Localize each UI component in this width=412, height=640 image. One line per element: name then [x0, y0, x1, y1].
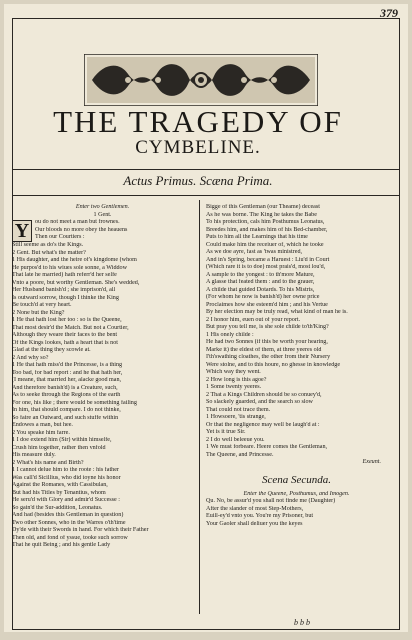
text-line: A childe that guided Dotards. To his Mistris, [206, 286, 315, 293]
text-line: 2 I honor him, euen out of your report. [206, 316, 301, 323]
text-line: That late he married) hath referr'd her selfe [12, 272, 117, 278]
text-line: Then old, and fond of yssue, tooke such sorrow [12, 534, 128, 541]
text-line: 1 He that hath lost her too : so is the Queene, [12, 317, 122, 323]
text-line: In him, that should compare. I do not thinke, [12, 407, 121, 413]
text-line: 2 How long is this agoe? [206, 376, 267, 383]
text-line: Marke it) the eldest of them, at three yeeres old [206, 346, 322, 353]
text-line: 1 His onely childe : [206, 331, 254, 338]
text-line: His measure duly. [12, 452, 56, 458]
text-line: Your Gaoler shall deliuer you the keyes [206, 520, 303, 527]
scene-two-text [206, 498, 387, 528]
text-line: After the slander of most Step-Mothers, [206, 505, 304, 512]
text-line: To his protection, cals him Posthumus Leonatus, [206, 219, 325, 225]
text-line: A glasse that feated them : and to the grauer, [206, 279, 315, 285]
text-line: He seru'd with Glory and admir'd Successe : [12, 497, 120, 503]
text-line: And had (besides this Gentleman in question) [12, 512, 124, 518]
text-line: (For whom he now is banish'd) her owne price [206, 294, 320, 300]
text-line: Our bloods no more obey the heauens [35, 226, 128, 233]
text-line: As he was borne. The King he takes the Babe [206, 211, 317, 218]
drop-cap-letter: Y [12, 220, 32, 242]
text-line: Endowes a man, but hee. [12, 422, 73, 428]
text-line: 2 What's his name and Birth? [12, 459, 84, 466]
text-line: Yet is it true Sir. [206, 429, 246, 435]
text-line: He purpos'd to his wiues sole sonne, a Widdow [12, 264, 127, 271]
divider-bottom [13, 195, 399, 196]
text-line: (I meane, that married her, alacke good man, [12, 377, 122, 383]
text-line: Of the Kings lookes, hath a heart that is not [12, 339, 118, 346]
act-heading: Actus Primus. Scæna Prima. [123, 173, 273, 188]
text-line: Be touch'd at very heart. [12, 302, 72, 308]
text-line: That most desir'd the Match. But not a Courtier, [12, 324, 129, 331]
text-line: Puts to him all the Learnings that his time [206, 234, 308, 240]
scene-two-stage-direction: Enter the Queene, Posthumus, and Imogen. [243, 490, 350, 497]
text-line: 2 And why so? [12, 354, 49, 361]
text-line: (Which rare it is to doe) most prais'd, most lou'd, [206, 264, 326, 270]
signature-mark: b b b [294, 618, 310, 627]
text-line: 1 He that hath miss'd the Princesse, is a thing [12, 362, 123, 368]
text-line: He had two Sonnes (if this be worth your hearing, [206, 339, 328, 345]
speaker-label: 1 Gent. [93, 211, 112, 218]
text-line: 2 I do well beleeue you. [206, 436, 265, 443]
text-line: Still seeme as do's the Kings. [12, 242, 84, 248]
text-line: Crush him together, rather then vnfold [12, 444, 106, 451]
text-line: And therefore banish'd) is a Creature, such, [12, 384, 118, 391]
text-line: Was call'd Sicillius, who did ioyne his honor [12, 474, 121, 481]
text-line: So faire an Outward, and such stuffe within [12, 414, 119, 421]
text-line: 2 Gent. But what's the matter? [12, 249, 86, 256]
text-line: As we doe ayre, fast as 'twas ministred, [206, 249, 303, 255]
text-line: Which way they went. [206, 369, 261, 375]
text-line: 1 Howsoere, 'tis strange, [206, 414, 266, 420]
left-column [12, 204, 193, 550]
right-column-text [206, 204, 387, 459]
text-line: By her election may be truly read, what kind of man he is. [206, 309, 348, 315]
page-number: 379 [380, 6, 398, 20]
text-line: Is outward sorrow, though I thinke the King [12, 294, 119, 301]
text-line: 2 That a Kings Children should be so conuey'd, [206, 391, 322, 398]
text-line: Breedes him, and makes him of his Bed-chamber, [206, 226, 328, 233]
play-title: THE TRAGEDY OF [53, 104, 343, 139]
column-divider [199, 200, 200, 614]
scene-two-heading: Scena Secunda. [261, 473, 332, 486]
stage-direction: Enter two Gentlemen. [75, 204, 130, 210]
text-line: 2 You speake him farre. [12, 429, 70, 436]
text-line: But had his Titles by Tenantius, whom [12, 489, 106, 496]
text-line: That could not trace them. [206, 406, 271, 413]
opening-block [12, 219, 193, 242]
text-line: 1 I doe extend him (Sir) within himselfe, [12, 437, 112, 443]
text-line: As to seeke through the Regions of the earth [12, 392, 121, 398]
text-line: Then our Courtiers : [35, 234, 85, 240]
text-line: Against the Romanes, with Cassibulan, [12, 482, 108, 488]
text-line: Qu. No, be assur'd you shall not finde me (Daughter) [206, 498, 336, 504]
text-line: 1 His daughter, and the heire of's kingdome (whom [12, 257, 137, 263]
text-line: Dy'de with their Swords in hand. For which their Father [12, 527, 149, 533]
text-line: So gain'd the Sur-addition, Leonatus. [12, 504, 103, 511]
text-line: 1 We must forbeare. Heere comes the Gentleman, [206, 444, 328, 450]
text-line: So slackely guarded, and the search so slow [206, 399, 313, 405]
left-column-text [12, 242, 193, 550]
decorative-headpiece-ornament [84, 54, 318, 106]
text-line: Proclaimes how she esteem'd him ; and his Vertue [206, 301, 328, 308]
text-line: 1 Some twenty yeeres. [206, 384, 262, 390]
text-line: But pray you tell me, is she sole childe to'th'King? [206, 324, 329, 330]
text-line: Or that the negligence may well be laugh'd at : [206, 421, 320, 428]
text-line: For one, his like ; there would be something failing [12, 399, 137, 406]
text-line: The Queene, and Princesse. [206, 451, 274, 458]
text-line: Although they weare their faces to the bent [12, 332, 118, 338]
text-line: Were stolne, and to this houre, no ghesse in knowledge [206, 361, 341, 368]
text-line: 1 I cannot delue him to the roote : his father [12, 467, 119, 473]
text-line: I'th'swathing cloathes, the other from their Nursery [206, 354, 331, 360]
text-line: Could make him the receiuer of, which he tooke [206, 241, 324, 248]
text-line: Euill-ey'd vnto you. You're my Prisoner, but [206, 513, 314, 519]
right-column [206, 204, 387, 528]
text-line: Vnto a poore, but worthy Gentleman. She's wedded, [12, 279, 140, 286]
text-line: Her Husband banish'd ; she imprison'd, all [12, 287, 116, 293]
play-subtitle: CYMBELINE. [135, 137, 261, 158]
text-line: Glad at the thing they scowle at. [12, 347, 91, 353]
text-line: Two other Sonnes, who in the Warres o'th'time [12, 519, 126, 526]
text-line: 2 None but the King? [12, 309, 65, 316]
text-line: Too bad, for bad report : and he that hath her, [12, 369, 123, 376]
text-line: Bigge of this Gentleman (our Theame) deceast [206, 204, 320, 210]
exit-direction: Exeunt. [362, 459, 381, 465]
divider-top [13, 169, 399, 170]
folio-page [4, 4, 408, 632]
text-line: That he quit Being ; and his gentle Lady [12, 542, 111, 548]
text-line: And in's Spring, became a Haruest : Liu'd in Court [206, 256, 330, 263]
text-line: A sample to the yongest : to th'more Mature, [206, 271, 315, 278]
text-line: ou do not meet a man but frownes. [35, 219, 120, 225]
